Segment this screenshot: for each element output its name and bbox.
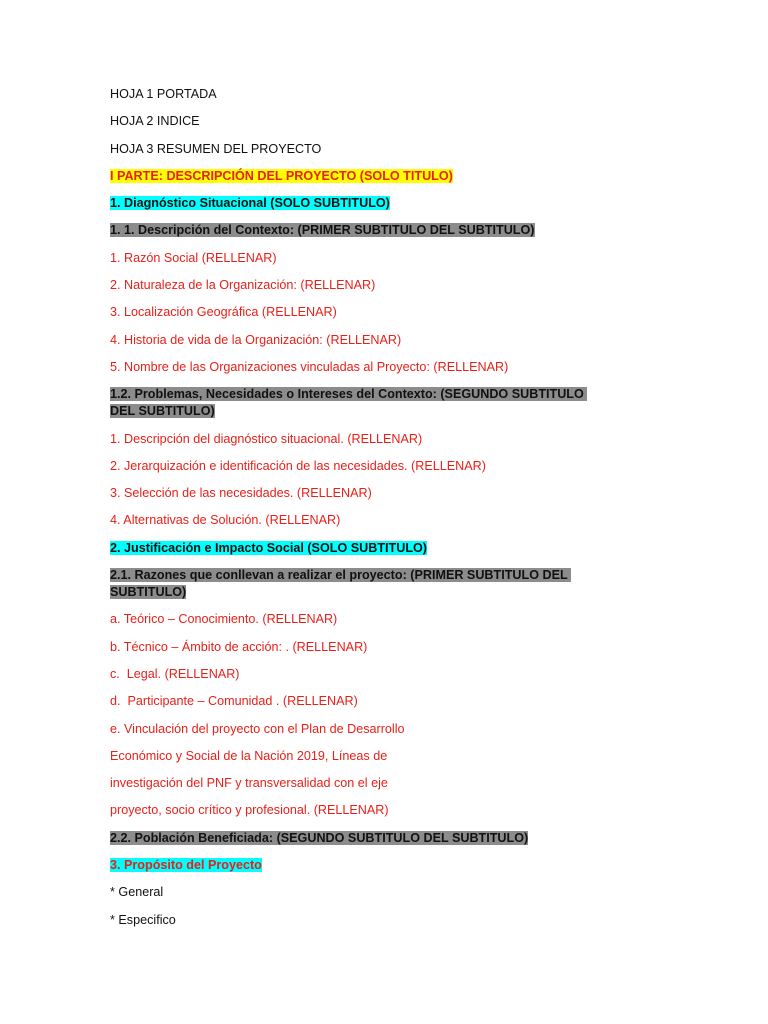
line-text: HOJA 2 INDICE xyxy=(110,114,200,129)
list-item-text: 1. Razón Social (RELLENAR) xyxy=(110,250,277,265)
list-item-continuation xyxy=(110,802,610,819)
list-item-text: 5. Nombre de las Organizaciones vinculadas al Proyecto: (RELLENAR) xyxy=(110,359,509,374)
subsection-heading-2-1 xyxy=(110,567,610,601)
list-item-text: d. Participante – Comunidad . (RELLENAR) xyxy=(110,694,358,709)
list-item xyxy=(110,721,610,738)
part-title-text: I PARTE: DESCRIPCIÓN DEL PROYECTO (SOLO TITULO) xyxy=(110,168,453,183)
list-item-text: 2. Jerarquización e identificación de las necesidades. (RELLENAR) xyxy=(110,458,486,473)
list-item-text: 3. Selección de las necesidades. (RELLENAR) xyxy=(110,486,372,501)
list-item-text: Económico y Social de la Nación 2019, Líneas de xyxy=(110,748,388,763)
list-item-text: a. Teórico – Conocimiento. (RELLENAR) xyxy=(110,612,338,627)
list-item xyxy=(110,431,610,448)
subsection-heading-2-2 xyxy=(110,830,610,847)
list-item xyxy=(110,250,610,267)
list-item-text: c. Legal. (RELLENAR) xyxy=(110,666,240,681)
section-heading-text: 2. Justificación e Impacto Social (SOLO SUBTITULO) xyxy=(110,540,427,555)
section-heading-1 xyxy=(110,195,610,212)
list-item-text: b. Técnico – Ámbito de acción: . (RELLENAR) xyxy=(110,639,368,654)
list-item xyxy=(110,666,610,683)
document-body xyxy=(110,86,610,939)
list-item-continuation xyxy=(110,748,610,765)
list-item xyxy=(110,458,610,475)
bullet-item-text: * General xyxy=(110,885,164,900)
subsection-heading-text: 2.2. Población Beneficiada: (SEGUNDO SUBTITULO DEL SUBTITULO) xyxy=(110,830,529,845)
list-item xyxy=(110,277,610,294)
section-heading-2 xyxy=(110,540,610,557)
section-heading-text: 1. Diagnóstico Situacional (SOLO SUBTITULO) xyxy=(110,196,390,211)
subsection-heading-text: 1. 1. Descripción del Contexto: (PRIMER SUBTITULO DEL SUBTITULO) xyxy=(110,223,535,238)
list-item xyxy=(110,304,610,321)
subsection-heading-text: 1.2. Problemas, Necesidades o Intereses del Contexto: (SEGUNDO SUBTITULO DEL SUBTITULO) xyxy=(110,387,588,419)
subsection-heading-1-1 xyxy=(110,222,610,239)
list-item-continuation xyxy=(110,775,610,792)
subsection-heading-text: 2.1. Razones que conllevan a realizar el proyecto: (PRIMER SUBTITULO DEL SUBTITULO) xyxy=(110,568,572,600)
list-item xyxy=(110,332,610,349)
line-text: HOJA 3 RESUMEN DEL PROYECTO xyxy=(110,141,322,156)
line-text: HOJA 1 PORTADA xyxy=(110,87,217,101)
bullet-item-especifico xyxy=(110,912,610,929)
list-item xyxy=(110,611,610,628)
list-item-text: e. Vinculación del proyecto con el Plan de Desarrollo xyxy=(110,721,405,736)
list-item-text: 4. Alternativas de Solución. (RELLENAR) xyxy=(110,513,341,528)
list-item xyxy=(110,359,610,376)
section-heading-3 xyxy=(110,857,610,874)
list-item-text: 3. Localización Geográfica (RELLENAR) xyxy=(110,305,337,320)
doc-line-hoja-2 xyxy=(110,113,610,130)
list-item xyxy=(110,639,610,656)
bullet-item-general xyxy=(110,884,610,901)
subsection-heading-1-2 xyxy=(110,386,610,420)
list-item-text: proyecto, socio crítico y profesional. (RELLENAR) xyxy=(110,803,389,818)
doc-line-hoja-3 xyxy=(110,141,610,158)
list-item-text: investigación del PNF y transversalidad con el eje xyxy=(110,776,388,791)
part-title xyxy=(110,168,610,185)
doc-line-hoja-1 xyxy=(110,86,610,103)
list-item-text: 1. Descripción del diagnóstico situacional. (RELLENAR) xyxy=(110,431,423,446)
list-item xyxy=(110,485,610,502)
section-heading-text: 3. Propósito del Proyecto xyxy=(110,858,262,873)
bullet-item-text: * Especifico xyxy=(110,912,176,927)
list-item-text: 4. Historia de vida de la Organización: (RELLENAR) xyxy=(110,332,402,347)
list-item-text: 2. Naturaleza de la Organización: (RELLENAR) xyxy=(110,278,376,293)
list-item xyxy=(110,693,610,710)
list-item xyxy=(110,512,610,529)
